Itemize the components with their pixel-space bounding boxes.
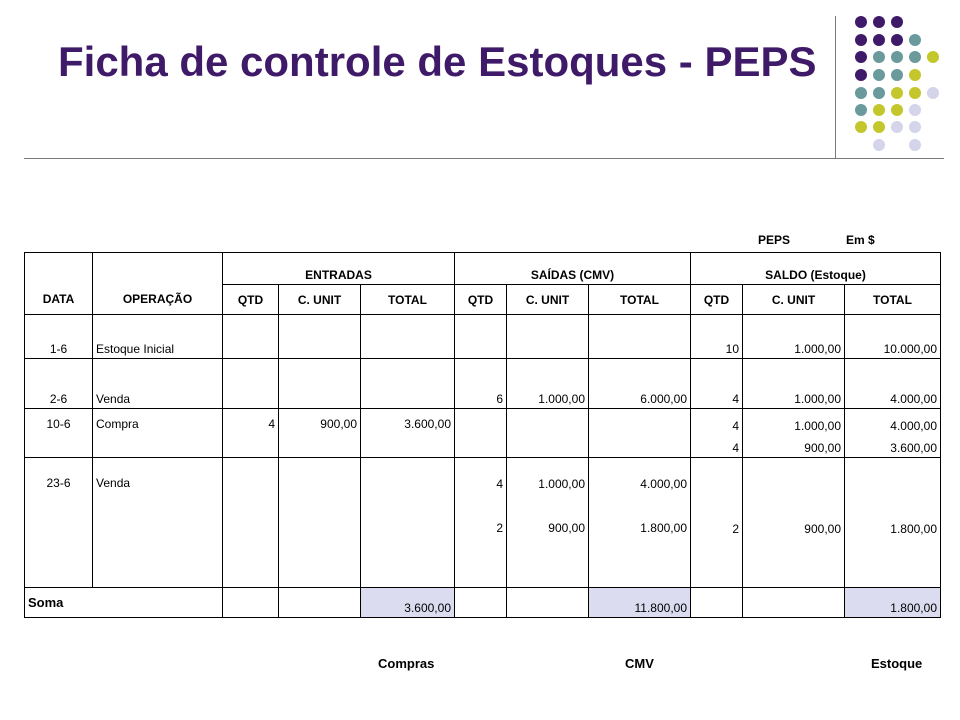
col-sai-cunit: C. UNIT xyxy=(507,285,589,315)
cell-operation: Venda xyxy=(93,457,223,587)
table-row xyxy=(25,409,941,435)
cell-saldo-total: 4.000,00 xyxy=(845,409,941,435)
dot xyxy=(891,87,903,99)
cell-date: 23-6 xyxy=(25,457,93,587)
footer-estoque: Estoque xyxy=(871,656,923,671)
dot xyxy=(909,139,921,151)
col-saldo-total: TOTAL xyxy=(845,285,941,315)
cell-saldo-total: 10.000,00 xyxy=(845,315,941,359)
table-row xyxy=(25,359,941,409)
cell-saldo-cunit: 900,00 xyxy=(743,457,845,587)
cell-date: 1-6 xyxy=(25,315,93,359)
cell-saldo-cunit: 1.000,00 xyxy=(743,409,845,435)
dot xyxy=(855,34,867,46)
col-ent-total: TOTAL xyxy=(361,285,455,315)
soma-row xyxy=(25,587,941,617)
cell-sai-cunit: 1.000,00 xyxy=(507,359,589,409)
col-ent-cunit: C. UNIT xyxy=(279,285,361,315)
cell-ent-qtd: 4 xyxy=(223,409,279,458)
dot xyxy=(909,34,921,46)
soma-saidas-total: 11.800,00 xyxy=(589,587,691,617)
dot xyxy=(873,34,885,46)
dot xyxy=(891,104,903,116)
col-data: DATA xyxy=(25,285,93,315)
dot xyxy=(873,139,885,151)
cell-sai-qtd: 2 xyxy=(455,511,507,587)
dot xyxy=(873,51,885,63)
header-cell xyxy=(25,253,93,285)
dot xyxy=(855,69,867,81)
col-sai-total: TOTAL xyxy=(589,285,691,315)
col-sai-qtd: QTD xyxy=(455,285,507,315)
cell-saldo-qtd: 10 xyxy=(691,315,743,359)
dot xyxy=(855,51,867,63)
group-entradas: ENTRADAS xyxy=(223,253,455,285)
dot xyxy=(927,51,939,63)
soma-label: Soma xyxy=(25,587,93,617)
group-saldo: SALDO (Estoque) xyxy=(691,253,941,285)
cell-date: 10-6 xyxy=(25,409,93,458)
dot xyxy=(873,87,885,99)
cell-sai-qtd: 4 xyxy=(455,457,507,511)
method-label: PEPS xyxy=(758,233,791,247)
dot xyxy=(909,104,921,116)
cell-sai-total: 4.000,00 xyxy=(589,457,691,511)
group-saidas: SAÍDAS (CMV) xyxy=(455,253,691,285)
dot xyxy=(927,87,939,99)
currency-label: Em $ xyxy=(846,233,875,247)
cell-saldo-total: 4.000,00 xyxy=(845,359,941,409)
col-saldo-cunit: C. UNIT xyxy=(743,285,845,315)
cell-sai-qtd: 6 xyxy=(455,359,507,409)
dot xyxy=(909,87,921,99)
dot xyxy=(873,69,885,81)
col-operacao: OPERAÇÃO xyxy=(93,285,223,315)
cell-operation: Venda xyxy=(93,359,223,409)
cell-operation: Estoque Inicial xyxy=(93,315,223,359)
footer-cmv: CMV xyxy=(625,656,654,671)
cell-saldo-qtd: 4 xyxy=(691,409,743,435)
table-row xyxy=(25,315,941,359)
dot xyxy=(891,51,903,63)
dot xyxy=(855,87,867,99)
soma-entradas-total: 3.600,00 xyxy=(361,587,455,617)
dot xyxy=(891,121,903,133)
dot xyxy=(891,16,903,28)
dot xyxy=(909,69,921,81)
cell-saldo-total: 3.600,00 xyxy=(845,435,941,458)
dot xyxy=(873,16,885,28)
dot xyxy=(855,121,867,133)
table-row xyxy=(25,457,941,511)
cell-saldo-cunit: 1.000,00 xyxy=(743,359,845,409)
cell-sai-cunit: 900,00 xyxy=(507,511,589,587)
cell-saldo-total: 1.800,00 xyxy=(845,457,941,587)
cell-ent-cunit: 900,00 xyxy=(279,409,361,458)
cell-date: 2-6 xyxy=(25,359,93,409)
dot xyxy=(873,121,885,133)
cell-saldo-cunit: 900,00 xyxy=(743,435,845,458)
soma-saldo-total: 1.800,00 xyxy=(845,587,941,617)
cell-saldo-qtd: 4 xyxy=(691,359,743,409)
cell-operation: Compra xyxy=(93,409,223,458)
dot xyxy=(909,121,921,133)
inventory-table xyxy=(24,252,941,618)
page-title: Ficha de controle de Estoques - PEPS xyxy=(58,38,817,85)
cell-sai-total: 1.800,00 xyxy=(589,511,691,587)
cell-ent-total: 3.600,00 xyxy=(361,409,455,458)
dot xyxy=(855,16,867,28)
cell-saldo-qtd: 2 xyxy=(691,457,743,587)
dot xyxy=(891,34,903,46)
dot xyxy=(909,51,921,63)
header-horizontal-divider xyxy=(24,158,944,159)
dot xyxy=(891,69,903,81)
cell-sai-total: 6.000,00 xyxy=(589,359,691,409)
cell-saldo-cunit: 1.000,00 xyxy=(743,315,845,359)
col-ent-qtd: QTD xyxy=(223,285,279,315)
dot xyxy=(873,104,885,116)
cell-sai-cunit: 1.000,00 xyxy=(507,457,589,511)
col-saldo-qtd: QTD xyxy=(691,285,743,315)
footer-compras: Compras xyxy=(378,656,435,671)
dot xyxy=(855,104,867,116)
cell-saldo-qtd: 4 xyxy=(691,435,743,458)
header-vertical-divider xyxy=(835,16,836,159)
header-cell xyxy=(93,253,223,285)
